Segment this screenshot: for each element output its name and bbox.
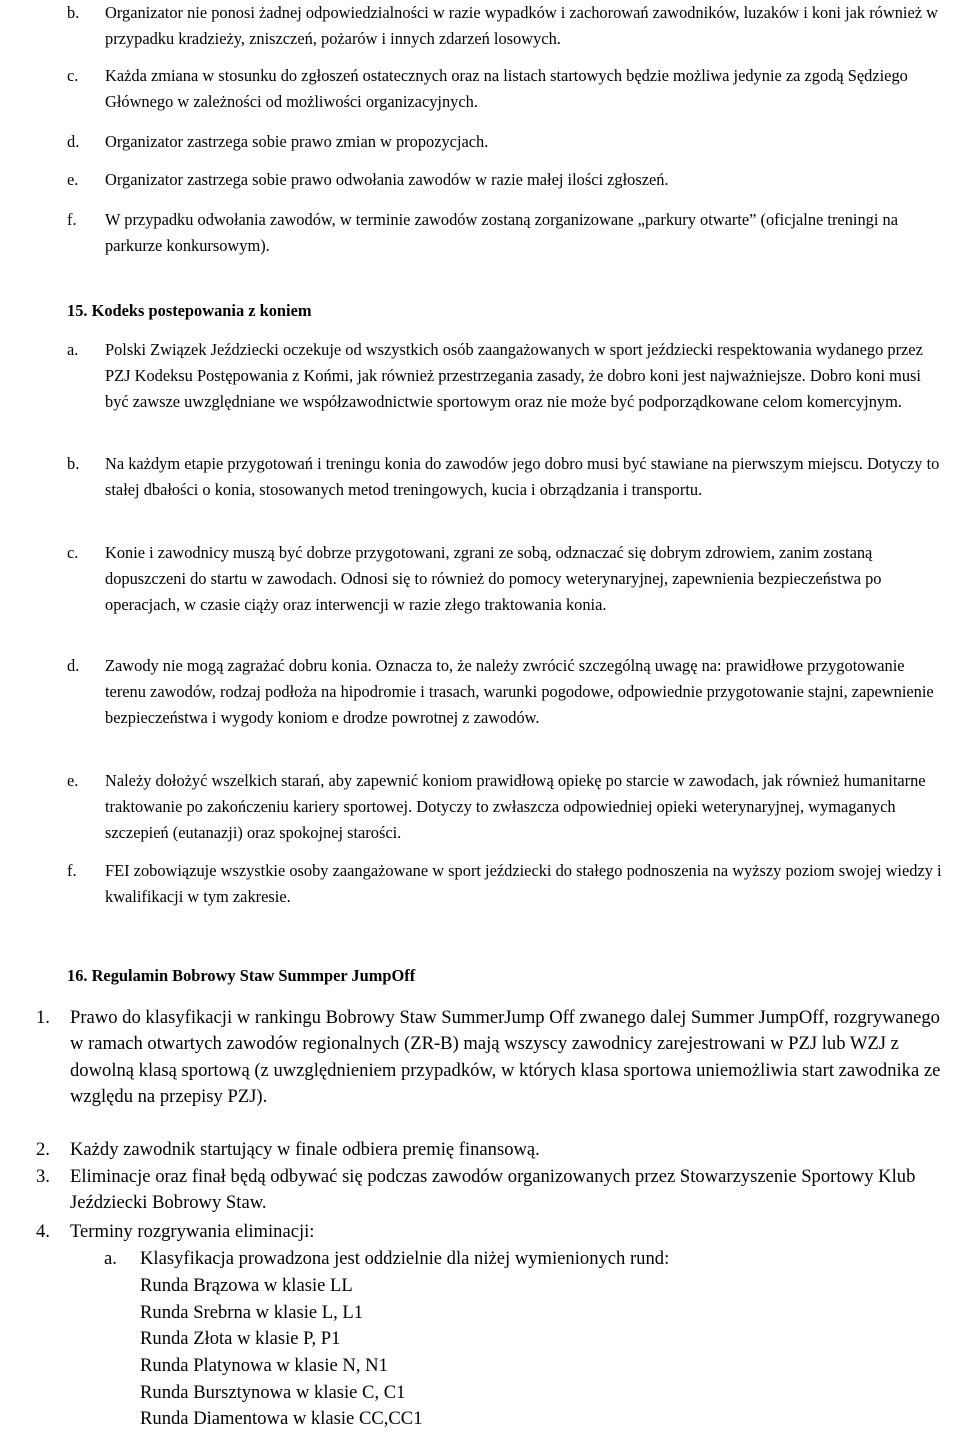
- item-label: 3.: [36, 1166, 50, 1187]
- round-srebrna: Runda Srebrna w klasie L, L1: [140, 1302, 364, 1323]
- item-label: 2.: [36, 1139, 50, 1160]
- item-label: a.: [104, 1248, 117, 1269]
- round-zlota: Runda Złota w klasie P, P1: [140, 1328, 341, 1349]
- rule-item-14f: [67, 207, 947, 259]
- item-text: Prawo do klasyfikacji w rankingu Bobrowy Staw SummerJump Off zwanego dalej Summer JumpOff, rozgrywanego w ramach otwartych zawodów regionalnych (ZR-B) mają wszyscy zawodnicy zarejestrowani w PZJ lub WZJ z dowolną klasą sportową (z uwzględnieniem przypadków, w których klasa sportowa uniemożliwia start zawodnika ze względu na przepisy PZJ).: [70, 1007, 941, 1107]
- item-label: b.: [67, 3, 80, 22]
- rule-item-15b: [67, 451, 947, 503]
- rule-item-16-4: [36, 1219, 948, 1245]
- item-label: b.: [67, 454, 80, 473]
- item-text: Należy dołożyć wszelkich starań, aby zapewnić koniom prawidłową opiekę po starcie w zawodach, jak również humanitarne traktowanie po zakończeniu kariery sportowej. Dotyczy to zwłaszcza odpowiedniej opieki weterynaryjnej, wymaganych szczepień (eutanazji) oraz spokojnej starości.: [105, 771, 926, 842]
- item-text: Eliminacje oraz finał będą odbywać się podczas zawodów organizowanych przez Stowarzyszenie Sportowy Klub Jeździecki Bobrowy Staw.: [70, 1166, 916, 1214]
- item-text: Terminy rozgrywania eliminacji:: [70, 1221, 315, 1242]
- item-text: W przypadku odwołania zawodów, w terminie zawodów zostaną zorganizowane „parkury otwarte” (oficjalne treningi na parkurze konkursowym).: [105, 210, 898, 255]
- item-text: Każdy zawodnik startujący w finale odbiera premię finansową.: [70, 1139, 540, 1160]
- section-16-heading: 16. Regulamin Bobrowy Staw Summper JumpOff: [67, 966, 416, 985]
- item-label: c.: [67, 543, 79, 562]
- round-bursztynowa: Runda Bursztynowa w klasie C, C1: [140, 1382, 406, 1403]
- rule-item-15d: [67, 653, 947, 730]
- item-label: e.: [67, 170, 79, 189]
- section-15-heading: 15. Kodeks postepowania z koniem: [67, 301, 312, 320]
- round-platynowa: Runda Platynowa w klasie N, N1: [140, 1355, 388, 1376]
- rule-item-15a: [67, 337, 947, 414]
- item-label: d.: [67, 656, 80, 675]
- item-label: a.: [67, 340, 79, 359]
- item-label: f.: [67, 861, 77, 880]
- item-text: Każda zmiana w stosunku do zgłoszeń ostatecznych oraz na listach startowych będzie możliwa jedynie za zgodą Sędziego Głównego w zależności od możliwości organizacyjnych.: [105, 66, 908, 111]
- round-diamentowa: Runda Diamentowa w klasie CC,CC1: [140, 1408, 423, 1429]
- item-text: Organizator zastrzega sobie prawo zmian w propozycjach.: [105, 132, 489, 151]
- round-brazowa: Runda Brązowa w klasie LL: [140, 1275, 353, 1296]
- rule-item-15e: [67, 768, 947, 845]
- item-text: Organizator nie ponosi żadnej odpowiedzialności w razie wypadków i zachorowań zawodników, luzaków i koni jak również w przypadku kradzieży, zniszczeń, pożarów i innych zdarzeń losowych.: [105, 3, 938, 48]
- rule-sub-item-16-4a: [104, 1246, 944, 1272]
- rule-item-14e: [67, 167, 947, 193]
- rule-item-15c: [67, 540, 947, 617]
- rule-item-14d: [67, 129, 947, 155]
- item-label: e.: [67, 771, 79, 790]
- item-text: Organizator zastrzega sobie prawo odwołania zawodów w razie małej ilości zgłoszeń.: [105, 170, 669, 189]
- item-text: Polski Związek Jeździecki oczekuje od wszystkich osób zaangażowanych w sport jeździecki respektowania wydanego przez PZJ Kodeksu Postępowania z Końmi, jak również przestrzegania zasady, że dobro koni jest najważniejsze. Dobro koni musi być zawsze uwzględniane we współzawodnictwie sportowym oraz nie może być podporządkowane celom komercyjnym.: [105, 340, 923, 411]
- rule-item-16-1: [36, 1005, 948, 1110]
- rule-item-16-3: [36, 1164, 948, 1217]
- item-text: Konie i zawodnicy muszą być dobrze przygotowani, zgrani ze sobą, odznaczać się dobrym zdrowiem, zanim zostaną dopuszczeni do startu w zawodach. Odnosi się to również do pomocy weterynaryjnej, zapewnienia bezpieczeństwa po operacjach, w czasie ciąży oraz interwencji w razie złego traktowania konia.: [105, 543, 882, 614]
- rule-item-14c: [67, 63, 947, 115]
- item-label: 1.: [36, 1007, 50, 1028]
- rule-item-14b: [67, 0, 947, 52]
- item-text: Na każdym etapie przygotowań i treningu konia do zawodów jego dobro musi być stawiane na pierwszym miejscu. Dotyczy to stałej dbałości o konia, stosowanych metod treningowych, kucia i obrządzania i transportu.: [105, 454, 940, 499]
- item-label: c.: [67, 66, 79, 85]
- item-text: Klasyfikacja prowadzona jest oddzielnie dla niżej wymienionych rund:: [140, 1248, 670, 1269]
- item-text: Zawody nie mogą zagrażać dobru konia. Oznacza to, że należy zwrócić szczególną uwagę na: prawidłowe przygotowanie terenu zawodów, rodzaj podłoża na hipodromie i trasach, warunki pogodowe, odpowiednie przygotowanie stajni, zapewnienie bezpieczeństwa i wygody koniom e drodze powrotnej z zawodów.: [105, 656, 934, 727]
- item-label: d.: [67, 132, 80, 151]
- rule-item-15f: [67, 858, 947, 910]
- item-label: 4.: [36, 1221, 50, 1242]
- rule-item-16-2: [36, 1137, 948, 1163]
- item-label: f.: [67, 210, 77, 229]
- item-text: FEI zobowiązuje wszystkie osoby zaangażowane w sport jeździecki do stałego podnoszenia na wyższy poziom swojej wiedzy i kwalifikacji w tym zakresie.: [105, 861, 942, 906]
